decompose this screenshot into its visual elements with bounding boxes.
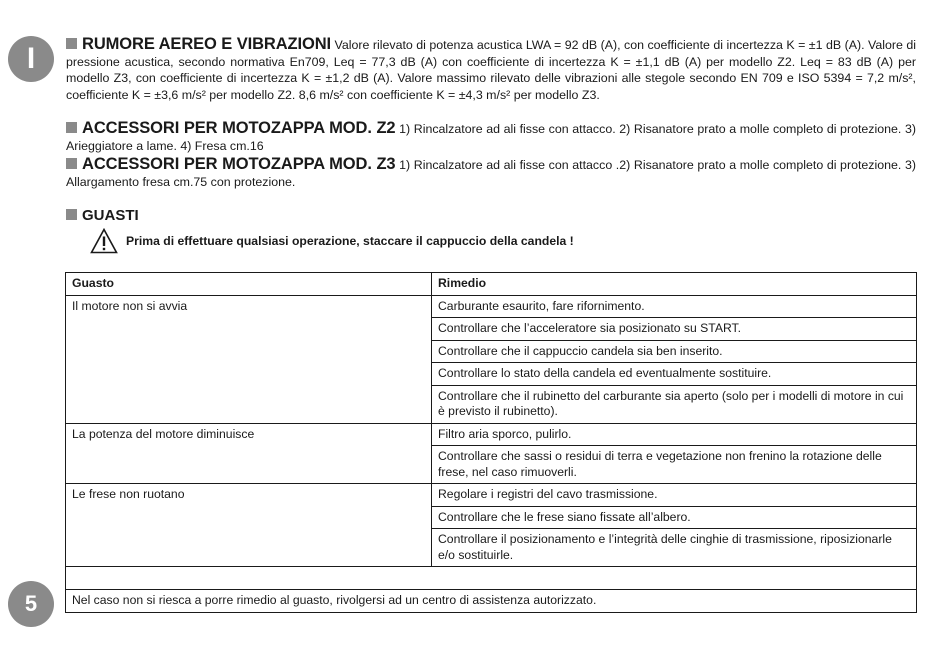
remedy-cell: Controllare che le frese siano fissate all’albero.: [432, 506, 917, 529]
warning-text: Prima di effettuare qualsiasi operazione, staccare il cappuccio della candela !: [126, 234, 574, 248]
section-text: 1) Rincalzatore ad ali fisse con attacco .2) Risanatore prato a molle completo di protezione. 3) Allargamento fresa cm.75 con protezione.: [66, 158, 916, 189]
footer-note: Nel caso non si riesca a porre rimedio al guasto, rivolgersi ad un centro di assistenza autorizzato.: [66, 590, 917, 613]
table-spacer-row: [66, 567, 917, 590]
section-accessories-z2: [66, 120, 916, 154]
table-row: [66, 423, 917, 446]
page-number: 5: [8, 581, 54, 627]
fault-cell: Il motore non si avvia: [66, 295, 432, 423]
bullet-square-icon: [66, 209, 77, 220]
section-text: 1) Rincalzatore ad ali fisse con attacco. 2) Risanatore prato a molle completo di protezione. 3) Arieggiatore a lame. 4) Fresa cm.16: [66, 122, 916, 153]
table-header-row: [66, 273, 917, 296]
section-title: RUMORE AEREO E VIBRAZIONI: [82, 35, 332, 53]
remedy-cell: Controllare che il rubinetto del carburante sia aperto (solo per i modelli di motore in cui è previsto il rubinetto).: [432, 385, 917, 423]
remedy-cell: Controllare che il cappuccio candela sia ben inserito.: [432, 340, 917, 363]
remedy-cell: Regolare i registri del cavo trasmissione.: [432, 484, 917, 507]
fault-cell: Le frese non ruotano: [66, 484, 432, 567]
empty-cell: [66, 567, 917, 590]
document-body: [66, 36, 916, 254]
section-text: Valore rilevato di potenza acustica LWA = 92 dB (A), con coefficiente di incertezza K = ±1 dB (A). Valore di pressione acustica, secondo normativa En709, Leq = 77,3 dB (A) con coefficiente di incertezza K = ±1,1 dB (A) per modello Z2. Leq = 83 dB (A) per modello Z3, con coefficiente di incertezza K = ±1,2 dB (A). Valore massimo rilevato delle vibrazioni alle stegole secondo EN 709 e ISO 5394 = 7,2 m/s², coefficiente K = ±3,6 m/s² per modello Z2. 8,6 m/s² con coefficiente K = ±4,3 m/s² per modello Z3.: [66, 38, 916, 102]
remedy-cell: Filtro aria sporco, pulirlo.: [432, 423, 917, 446]
bullet-square-icon: [66, 158, 77, 169]
troubleshooting-table: [65, 272, 917, 613]
header-fault: Guasto: [66, 273, 432, 296]
table-footer-row: [66, 590, 917, 613]
remedy-cell: Controllare che l’acceleratore sia posizionato su START.: [432, 318, 917, 341]
header-remedy: Rimedio: [432, 273, 917, 296]
remedy-cell: Controllare il posizionamento e l’integrità delle cinghie di trasmissione, riposizionarle e/o sostituirle.: [432, 529, 917, 567]
warning-triangle-icon: [90, 228, 118, 254]
warning-notice: [90, 228, 916, 254]
remedy-cell: Carburante esaurito, fare rifornimento.: [432, 295, 917, 318]
table-row: [66, 484, 917, 507]
table-row: [66, 295, 917, 318]
section-title: GUASTI: [82, 207, 139, 224]
bullet-square-icon: [66, 122, 77, 133]
section-title: ACCESSORI PER MOTOZAPPA MOD. Z3: [82, 155, 396, 173]
section-noise-vibration: [66, 36, 916, 103]
remedy-cell: Controllare lo stato della candela ed eventualmente sostituire.: [432, 363, 917, 386]
remedy-cell: Controllare che sassi o residui di terra e vegetazione non frenino la rotazione delle frese, nel caso rimuoverli.: [432, 446, 917, 484]
section-troubleshooting-title: [66, 207, 916, 224]
section-title: ACCESSORI PER MOTOZAPPA MOD. Z2: [82, 119, 396, 137]
language-marker: I: [8, 36, 54, 82]
fault-cell: La potenza del motore diminuisce: [66, 423, 432, 484]
bullet-square-icon: [66, 38, 77, 49]
section-accessories-z3: [66, 156, 916, 190]
